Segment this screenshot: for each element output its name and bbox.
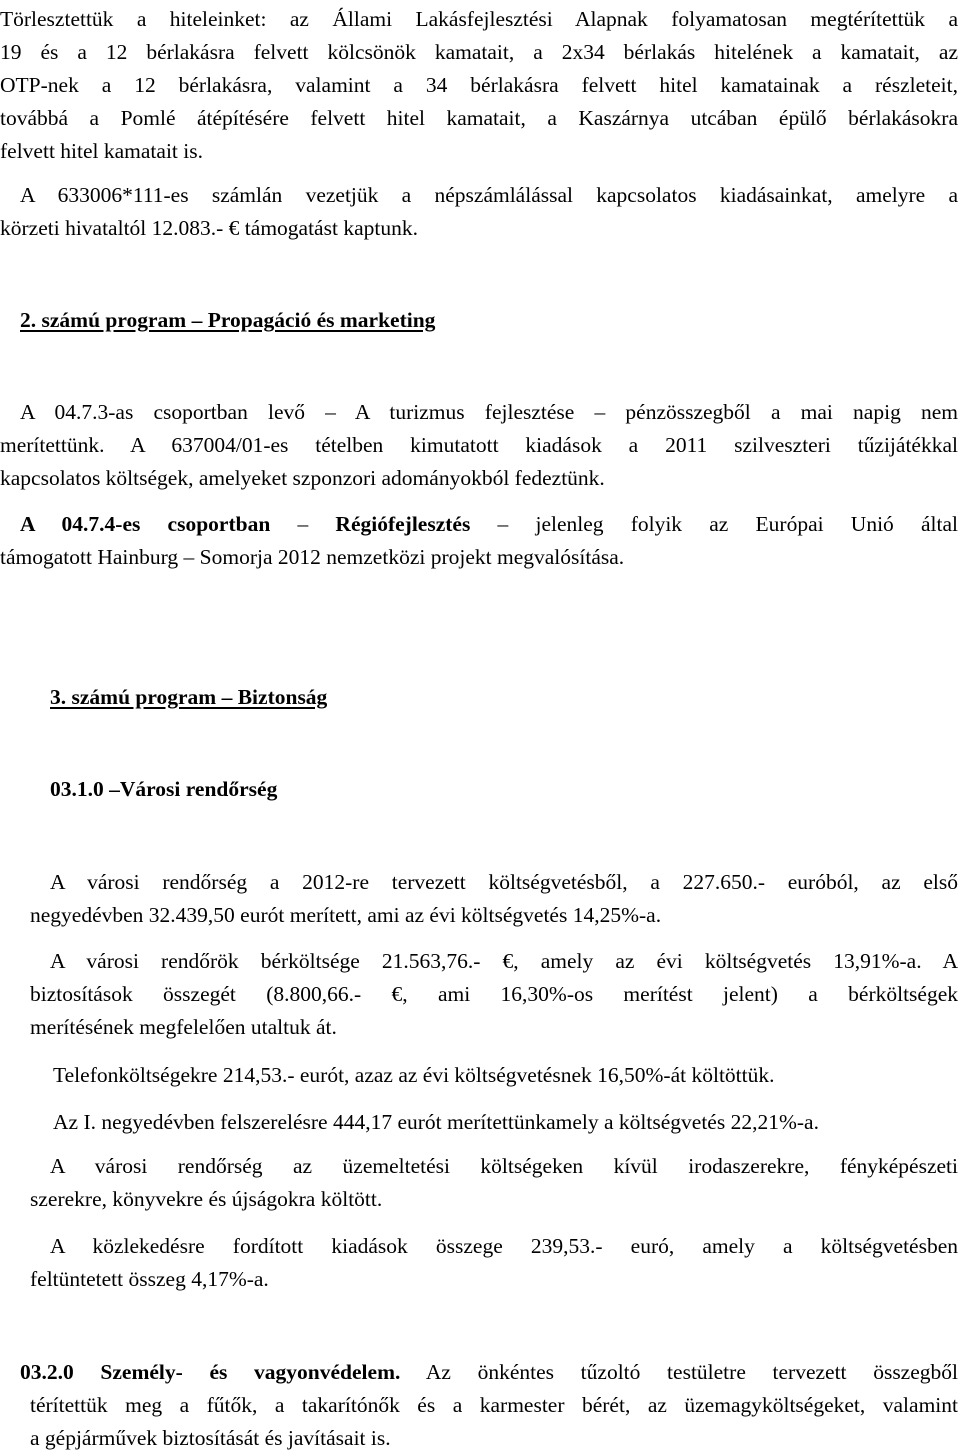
paragraph-transport (30, 1230, 958, 1296)
text-line: A közlekedésre fordított kiadások összege 239,53.- euró, amely a költségvetésben (50, 1234, 958, 1258)
text-line: Törlesztettük a hiteleinket: az Állami Lakásfejlesztési Alapnak folyamatosan megtérítettük a (0, 7, 958, 31)
paragraph-property-protection (20, 1356, 958, 1455)
text-line: A városi rendőrség az üzemeltetési költségeken kívül irodaszerekre, fényképészeti (50, 1154, 958, 1178)
text-line: szerekre, könyvekre és újságokra költött. (30, 1187, 383, 1211)
text-line: merítésének megfelelően utaltuk át. (30, 1015, 337, 1039)
paragraph-police-budget (30, 866, 958, 932)
text-line: feltüntetett összeg 4,17%-a. (30, 1267, 269, 1291)
text-fragment: Az önkéntes tűzoltó testületre tervezett összegből (400, 1360, 958, 1384)
text-line: A 633006*111-es számlán vezetjük a népszámlálással kapcsolatos kiadásainkat, amelyre a (20, 183, 958, 207)
text-line: A 04.7.3-as csoportban levő – A turizmus fejlesztése – pénzösszegből a mai napig nem (20, 400, 958, 424)
heading-program-2: 2. számú program – Propagáció és marketing (20, 308, 436, 332)
heading-program-3: 3. számú program – Biztonság (50, 685, 328, 709)
text-line: merítettünk. A 637004/01-es tételben kimutatott kiadások a 2011 szilveszteri tűzijátékkal (0, 433, 958, 457)
text-line: körzeti hivataltól 12.083.- € támogatást kaptunk. (0, 216, 418, 240)
paragraph-equipment: Az I. negyedévben felszerelésre 444,17 eurót merítettünkamely a költségvetés 22,21%-a. (53, 1110, 819, 1134)
section-label: 03.2.0 Személy- és vagyonvédelem. (20, 1360, 401, 1384)
text-line: kapcsolatos költségek, amelyeket szponzori adományokból fedeztünk. (0, 466, 605, 490)
group-label: A 04.7.4-es csoportban (20, 512, 271, 536)
paragraph-police-wages (30, 945, 958, 1044)
dash: – (270, 512, 336, 536)
text-line: támogatott Hainburg – Somorja 2012 nemzetközi projekt megvalósítása. (0, 545, 625, 569)
paragraph-tourism (0, 396, 958, 495)
text-line: térítettük meg a fűtők, a takarítónők és a karmester bérét, az üzemagyköltségeket, valamint (30, 1393, 958, 1417)
text-line: a gépjárművek biztosítását és javításait is. (30, 1426, 391, 1450)
text-line: OTP-nek a 12 bérlakásra, valamint a 34 bérlakásra felvett hitel kamatainak a részleteit, (0, 73, 958, 97)
text-fragment: – jelenleg folyik az Európai Unió által (470, 512, 958, 536)
paragraph-census-account (0, 179, 958, 245)
text-line: A városi rendőrség a 2012-re tervezett költségvetésből, a 227.650.- euróból, az első (50, 870, 958, 894)
text-line: A városi rendőrök bérköltsége 21.563,76.- €, amely az évi költségvetés 13,91%-a. A (50, 949, 958, 973)
text-line (0, 508, 958, 541)
paragraph-loan-repayments (0, 3, 958, 168)
paragraph-regional-development (0, 508, 958, 574)
heading-city-police: 03.1.0 –Városi rendőrség (50, 777, 278, 801)
topic-label: Régiófejlesztés (335, 512, 471, 536)
text-line: továbbá a Pomlé átépítésére felvett hitel kamatait, a Kaszárnya utcában épülő bérlakásokra (0, 106, 958, 130)
text-line: felvett hitel kamatait is. (0, 139, 203, 163)
paragraph-phone-costs: Telefonköltségekre 214,53.- eurót, azaz az évi költségvetésnek 16,50%-át költöttük. (53, 1063, 775, 1087)
text-line: biztosítások összegét (8.800,66.- €, ami 16,30%-os merítést jelent) a bérköltségek (30, 982, 958, 1006)
text-line: negyedévben 32.439,50 eurót merített, ami az évi költségvetés 14,25%-a. (30, 903, 662, 927)
text-line (20, 1356, 958, 1389)
paragraph-office-supplies (30, 1150, 958, 1216)
text-line: 19 és a 12 bérlakásra felvett kölcsönök kamatait, a 2x34 bérlakás hitelének a kamatait, az (0, 40, 958, 64)
